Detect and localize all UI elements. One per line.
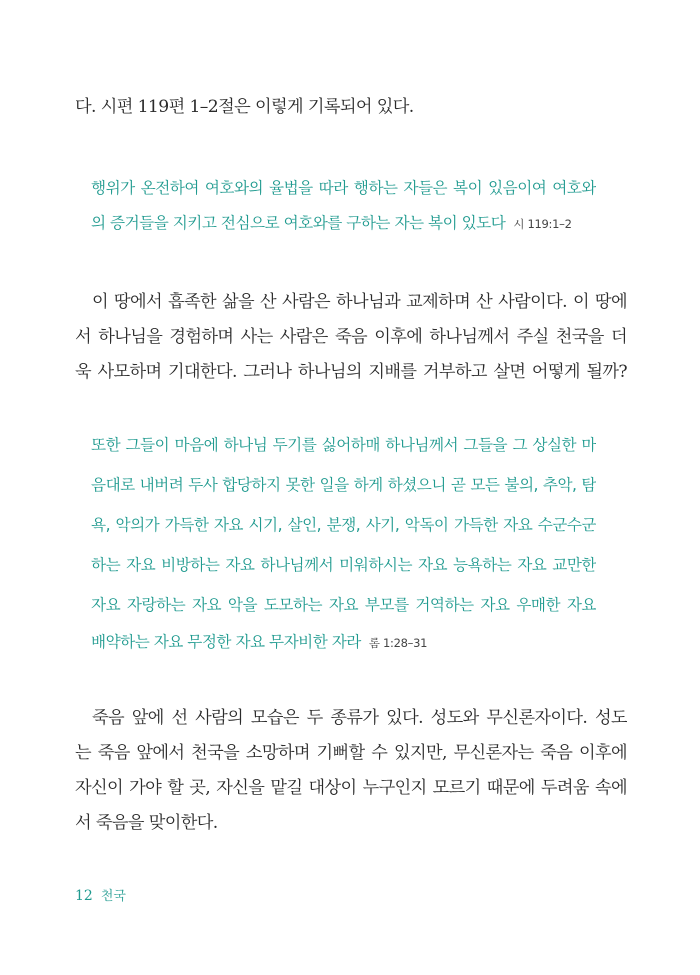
quote-line: 행위가 온전하여 여호와의 율법을 따라 행하는 자들은 복이 있음이여 여호와 xyxy=(91,179,596,197)
quote-line-text: 배약하는 자요 무정한 자요 무자비한 자라 xyxy=(91,633,361,651)
paragraph-line: 죽음 앞에 선 사람의 모습은 두 종류가 있다. 성도와 무신론자이다. 성도 xyxy=(92,708,627,728)
quote-line-text: 의 증거들을 지키고 전심으로 여호와를 구하는 자는 복이 있도다 xyxy=(91,214,506,232)
paragraph-line: 이 땅에서 흡족한 삶을 산 사람은 하나님과 교제하며 산 사람이다. 이 땅에 xyxy=(92,292,627,312)
paragraph-line: 자신이 가야 할 곳, 자신을 맡길 대상이 누구인지 모르기 때문에 두려움 속에 xyxy=(75,778,627,798)
page-footer xyxy=(75,885,126,904)
quote-line-with-ref xyxy=(91,631,596,654)
quote-line: 음대로 내버려 두사 합당하지 못한 일을 하게 하셨으니 곧 모든 불의, 추악, 탐 xyxy=(91,476,596,494)
scripture-reference: 시 119:1–2 xyxy=(513,217,572,231)
paragraph-line: 욱 사모하며 기대한다. 그러나 하나님의 지배를 거부하고 살면 어떻게 될까? xyxy=(75,362,627,382)
paragraph-line: 서 하나님을 경험하며 사는 사람은 죽음 이후에 하나님께서 주실 천국을 더 xyxy=(75,327,627,347)
scripture-reference: 롬 1:28–31 xyxy=(368,636,428,650)
paragraph-line: 는 죽음 앞에서 천국을 소망하며 기뻐할 수 있지만, 무신론자는 죽음 이후에 xyxy=(75,743,627,763)
paragraph-line: 다. 시편 119편 1–2절은 이렇게 기록되어 있다. xyxy=(75,97,414,117)
quote-line: 하는 자요 비방하는 자요 하나님께서 미워하시는 자요 능욕하는 자요 교만한 xyxy=(91,556,596,574)
paragraph-line: 서 죽음을 맞이한다. xyxy=(75,813,218,833)
running-title: 천국 xyxy=(100,889,126,904)
quote-line: 욕, 악의가 가득한 자요 시기, 살인, 분쟁, 사기, 악독이 가득한 자요 수군수군 xyxy=(91,516,596,534)
quote-line: 자요 자랑하는 자요 악을 도모하는 자요 부모를 거역하는 자요 우매한 자요 xyxy=(91,596,596,614)
quote-line-with-ref xyxy=(91,212,596,235)
page-number: 12 xyxy=(75,888,93,904)
quote-line: 또한 그들이 마음에 하나님 두기를 싫어하매 하나님께서 그들을 그 상실한 마 xyxy=(91,436,596,454)
